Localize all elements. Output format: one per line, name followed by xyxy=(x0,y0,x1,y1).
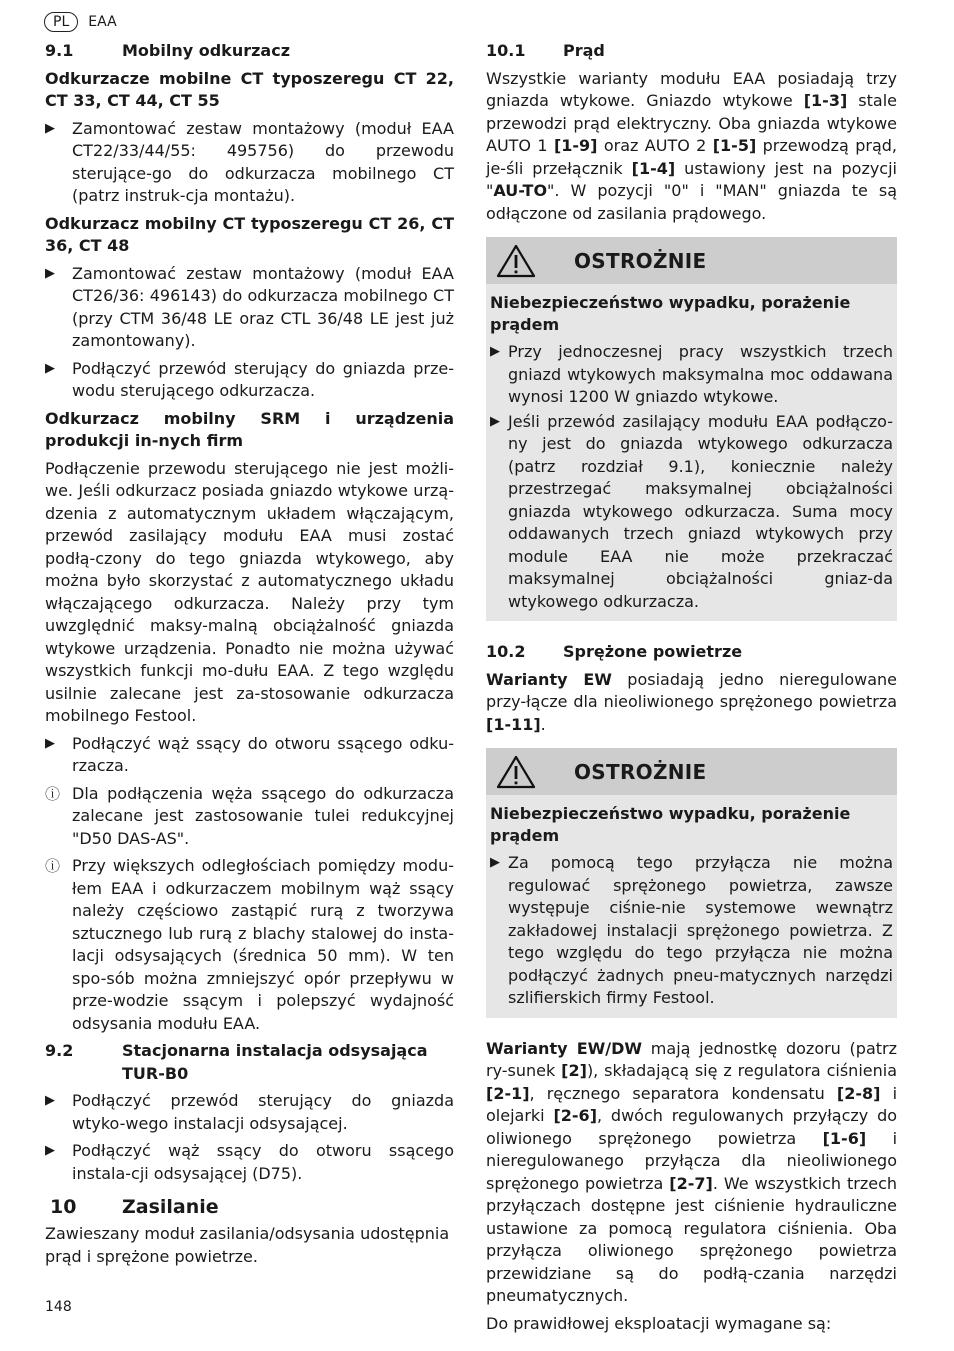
text-run: , ręcznego separatora kondensatu xyxy=(529,1083,837,1103)
triangle-right-icon: ▶ xyxy=(490,413,500,429)
section-number: 9.1 xyxy=(45,41,74,60)
figure-reference: [2-1] xyxy=(486,1083,530,1103)
list-item-text: Zamontować zestaw montażowy (moduł EAA CT22/33/44/55: 495756) do przewodu sterujące-go do odkurzacza mobilnego CT (patrz instruk-cja montażu). xyxy=(72,118,454,205)
text-run: stale przewodzi prąd elektryczny. Oba gniazda wtykowe AUTO 1 xyxy=(486,91,897,155)
caution-subtitle: Niebezpieczeństwo wypadku, porażenie prądem xyxy=(490,804,851,845)
text-run: Wszystkie warianty modułu EAA posiadają trzy gniazda wtykowe. Gniazdo wtykowe xyxy=(486,68,897,110)
list-item xyxy=(490,411,893,614)
emphasis: AU-TO xyxy=(493,181,548,200)
figure-reference: [1-6] xyxy=(822,1128,867,1148)
info-note xyxy=(45,783,454,851)
triangle-right-icon: ▶ xyxy=(45,360,55,376)
list-item xyxy=(490,852,893,1010)
warning-triangle-icon xyxy=(492,755,540,789)
text-run: , dwóch regulowanych przyłączy do oliwionego sprężonego powietrza xyxy=(486,1106,898,1148)
section-heading-10 xyxy=(45,1195,454,1219)
section-title: Zasilanie xyxy=(122,1196,219,1218)
section-title: Prąd xyxy=(563,41,605,60)
list-item xyxy=(45,358,454,403)
warning-triangle-icon xyxy=(492,244,540,278)
emphasis: Warianty EW/DW xyxy=(486,1038,643,1058)
figure-reference: [1-3] xyxy=(803,91,848,110)
triangle-right-icon: ▶ xyxy=(45,1143,55,1158)
text-run: przewodzą prąd, je-śli przełącznik xyxy=(486,136,897,178)
caution-title: OSTROŻNIE xyxy=(574,248,707,273)
paragraph xyxy=(486,669,897,737)
triangle-right-icon: ▶ xyxy=(490,855,500,870)
text-run: ustawiony jest na pozycji " xyxy=(486,158,897,200)
text-run: . We wszystkich trzech przyłączach dostępne jest ciśnienie hydrauliczne ustawione za pomocą regulatora ciśnienia. Oba przyłącza oliwionego sprężonego powietrza przewidziane są do podłą-czania narzędzi pneumatycznych. xyxy=(486,1173,898,1305)
right-column xyxy=(486,40,897,1340)
list-item-text: Zamontować zestaw montażowy (moduł EAA CT26/36: 496143) do odkurzacza mobilnego CT (przy CTM 36/48 LE oraz CTL 36/48 LE jest już zamontowany). xyxy=(72,263,454,350)
caution-body xyxy=(486,284,897,621)
paragraph: Do prawidłowej eksploatacji wymagane są: xyxy=(486,1313,832,1333)
text-run: i nieregulowanego przyłącza dla nieoliwionego sprężonego powietrza xyxy=(486,1128,898,1193)
section-number: 10.2 xyxy=(486,642,526,661)
triangle-right-icon: ▶ xyxy=(45,265,55,281)
paragraph: Zawieszany moduł zasilania/odsysania udostępnia prąd i sprężone powietrze. xyxy=(45,1224,450,1266)
text-run: ". W pozycji "0" i "MAN" gniazda te są odłączone od zasilania prądowego. xyxy=(486,181,897,223)
paragraph xyxy=(486,68,897,226)
figure-reference: [1-9] xyxy=(553,136,598,155)
list-item-text: Podłączyć przewód sterujący do gniazda prze-wodu sterującego odkurzacza. xyxy=(72,358,454,400)
subheading: Odkurzacze mobilne CT typoszeregu CT 22, CT 33, CT 44, CT 55 xyxy=(45,68,454,110)
section-heading-9-1 xyxy=(45,40,454,63)
caution-header xyxy=(486,748,897,795)
caution-header xyxy=(486,237,897,284)
section-heading-10-2 xyxy=(486,641,897,664)
figure-reference: [2-8] xyxy=(836,1083,881,1103)
list-item xyxy=(45,1140,454,1185)
text-run: . xyxy=(540,714,546,734)
text-run: ), składającą się z regulatora ciśnienia xyxy=(586,1061,897,1080)
subheading: Odkurzacz mobilny SRM i urządzenia produkcji in-nych firm xyxy=(45,408,454,450)
text-run: i olejarki xyxy=(486,1083,898,1125)
section-number: 9.2 xyxy=(45,1041,74,1060)
paragraph: Podłączenie przewodu sterującego nie jest możli-we. Jeśli odkurzacz posiada gniazdo wtykowe urzą-dzenia z automatycznym układem włączającym, przewód zasilający modułu EAA musi zostać podłą-czony do tego gniazda wtykowego, aby można było skorzystać z automatycznego układu włączającego odkurzacza. Należy przy tym uwzględnić maksy-malną obciążalność gniazda wtykowe urządzenia. Ponadto nie można używać wszystkich funkcji mo-dułu EAA. Z tego względu usilnie zalecane jest za-stosowanie odkurzacza mobilnego Festool. xyxy=(45,458,454,725)
language-badge: PL xyxy=(44,12,78,32)
list-item xyxy=(490,341,893,409)
caution-box xyxy=(486,237,897,621)
info-circle-icon: ⓘ xyxy=(45,784,61,803)
section-heading-10-1 xyxy=(486,40,897,63)
text-run: mają jednostkę dozoru (patrz ry-sunek xyxy=(486,1038,897,1080)
list-item xyxy=(45,118,454,208)
list-item-text: Przy jednoczesnej pracy wszystkich trzech gniazd wtykowych maksymalna moc oddawana wynosi 1200 W gniazdo wtykowe. xyxy=(508,342,893,406)
document-code: EAA xyxy=(88,14,117,30)
triangle-right-icon: ▶ xyxy=(490,344,500,359)
list-item-text: Podłączyć przewód sterujący do gniazda wtyko-wego instalacji odsysającej. xyxy=(72,1091,454,1133)
section-number: 10.1 xyxy=(486,41,526,60)
text-run: posiadają jedno nieregulowane przy-łącze dla nieoliwionego sprężonego powietrza xyxy=(486,669,898,711)
left-column xyxy=(45,40,454,1273)
info-note xyxy=(45,855,454,1035)
subheading: Odkurzacz mobilny CT typoszeregu CT 26, CT 36, CT 48 xyxy=(45,213,454,255)
page-header xyxy=(44,12,117,32)
figure-reference: [2] xyxy=(561,1061,587,1080)
list-item-text: Podłączyć wąż ssący do otworu ssącego instala-cji odsysającej (D75). xyxy=(72,1141,454,1183)
list-item xyxy=(45,1090,454,1135)
figure-reference: [1-5] xyxy=(712,136,757,155)
list-item-text: Podłączyć wąż ssący do otworu ssącego odku-rzacza. xyxy=(72,733,454,775)
section-title: Stacjonarna instalacja odsysająca TUR-B0 xyxy=(122,1041,428,1083)
caution-box xyxy=(486,748,897,1018)
info-note-text: Dla podłączenia węża ssącego do odkurzacza zalecane jest zastosowanie tulei redukcyjnej "D50 DAS-AS". xyxy=(72,783,454,848)
figure-reference: [2-6] xyxy=(553,1106,597,1125)
list-item-text: Jeśli przewód zasilający modułu EAA podłączo-ny jest do gniazda wtykowego odkurzacza (patrz rozdział 9.1), koniecznie należy przestrzegać maksymalnej obciążalności gniazda wtykowego odkurzacza. Suma mocy oddawanych trzech gniazd wtykowych przy module EAA nie może przekraczać maksymalnej obciążalności gniaz-da wtykowego odkurzacza. xyxy=(508,411,893,611)
triangle-right-icon: ▶ xyxy=(45,1093,55,1108)
paragraph xyxy=(486,1038,897,1308)
section-number: 10 xyxy=(50,1196,77,1218)
list-item-text: Za pomocą tego przyłącza nie można regulować sprężonego powietrza, zawsze występuje ciśnie-nie systemowe wewnątrz zakładowej instalacji sprężonego powietrza. Z tego względu do tego przyłącza nie można podłączyć żadnych pneu-matycznych narzędzi szlifierskich firmy Festool. xyxy=(508,853,893,1007)
figure-reference: [1-4] xyxy=(631,158,676,178)
section-title: Sprężone powietrze xyxy=(563,642,743,661)
figure-reference: [1-11] xyxy=(486,714,541,734)
list-item xyxy=(45,263,454,353)
caution-title: OSTROŻNIE xyxy=(574,759,707,784)
list-item xyxy=(45,733,454,778)
section-heading-9-2 xyxy=(45,1040,454,1085)
caution-body xyxy=(486,795,897,1018)
text-run: oraz AUTO 2 xyxy=(597,136,713,155)
emphasis: Warianty EW xyxy=(486,669,612,689)
page-number: 148 xyxy=(45,1299,72,1315)
info-note-text: Przy większych odległościach pomiędzy modu-łem EAA i odkurzaczem mobilnym wąż ssący należy częściowo zastąpić rurą z tworzywa sztucznego lub rurą z blachy stalowej do insta-lacji odsysających (średnica 50 mm). W ten spo-sób można zmniejszyć opór przepływu w prze-wodzie ssącym i polepszyć wydajność odsysania modułu EAA. xyxy=(72,856,454,1033)
section-title: Mobilny odkurzacz xyxy=(122,41,290,60)
figure-reference: [2-7] xyxy=(669,1173,713,1193)
triangle-right-icon: ▶ xyxy=(45,735,55,751)
caution-subtitle: Niebezpieczeństwo wypadku, porażenie prądem xyxy=(490,293,851,334)
triangle-right-icon: ▶ xyxy=(45,120,55,136)
info-circle-icon: ⓘ xyxy=(45,857,61,875)
